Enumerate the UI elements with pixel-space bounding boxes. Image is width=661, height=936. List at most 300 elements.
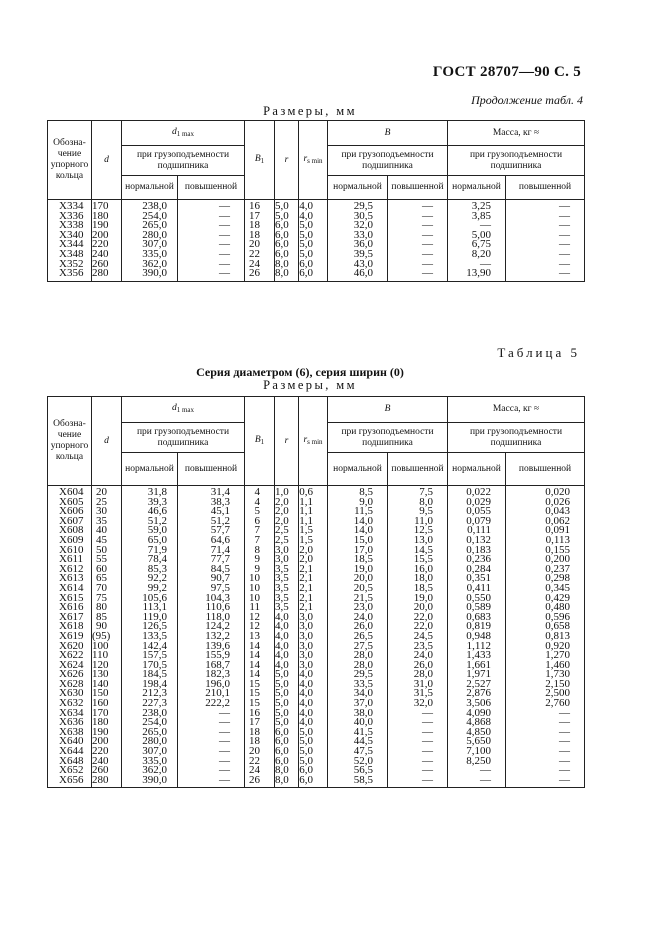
cell-d1-increased: — [178, 757, 245, 767]
cell-b1: 18 [245, 728, 275, 738]
cell-rsmin: 1,1 [299, 507, 328, 517]
cell-b-normal: 18,5 [328, 555, 388, 565]
cell-mass-increased: 1,270 [506, 651, 585, 661]
col-b: B [328, 397, 448, 423]
col-r: r [275, 397, 299, 486]
cell-b1: 20 [245, 747, 275, 757]
table-row [48, 212, 585, 222]
cell-designation: X620 [48, 642, 92, 652]
cell-rsmin: 5,0 [299, 231, 328, 241]
col-d1-load: при грузоподъемности подшипника [122, 423, 245, 453]
cell-b-normal: 28,0 [328, 661, 388, 671]
cell-d1-normal: 227,3 [122, 699, 178, 709]
table-row [48, 260, 585, 270]
cell-d: 190 [92, 221, 122, 231]
table-row [48, 574, 585, 584]
cell-designation: X619 [48, 632, 92, 642]
table-row [48, 613, 585, 623]
table-row [48, 603, 585, 613]
cell-b1: 9 [245, 565, 275, 575]
cell-mass-increased: — [506, 200, 585, 212]
cell-r: 2,5 [275, 536, 299, 546]
cell-designation: X604 [48, 486, 92, 498]
cell-b1: 17 [245, 212, 275, 222]
cell-r: 6,0 [275, 221, 299, 231]
table-row [48, 680, 585, 690]
col-designation: Обозна-чение упорного кольца [48, 121, 92, 200]
cell-b-normal: 15,0 [328, 536, 388, 546]
cell-d1-increased: — [178, 200, 245, 212]
cell-designation: X632 [48, 699, 92, 709]
cell-d1-increased: — [178, 728, 245, 738]
cell-d1-normal: 390,0 [122, 269, 178, 281]
cell-d: 260 [92, 260, 122, 270]
cell-b1: 15 [245, 680, 275, 690]
cell-d: 80 [92, 603, 122, 613]
cell-mass-normal: 1,112 [448, 642, 506, 652]
cell-d: 240 [92, 757, 122, 767]
cell-b-increased: 22,0 [388, 622, 448, 632]
cell-b1: 9 [245, 555, 275, 565]
col-mass: Масса, кг ≈ [448, 121, 585, 146]
col-b1: $B_1$ [245, 397, 275, 486]
col-mass-load: при грузоподъемности подшипника [448, 423, 585, 453]
cell-b1: 4 [245, 486, 275, 498]
cell-r: 2,0 [275, 498, 299, 508]
cell-d1-normal: 280,0 [122, 737, 178, 747]
cell-r: 3,5 [275, 574, 299, 584]
cell-b-normal: 11,5 [328, 507, 388, 517]
cell-d: 170 [92, 709, 122, 719]
cell-b-increased: — [388, 212, 448, 222]
cell-mass-normal: 0,550 [448, 594, 506, 604]
cell-designation: X624 [48, 661, 92, 671]
cell-b-increased: 8,0 [388, 498, 448, 508]
continuation-label: Продолжение табл. 4 [471, 93, 583, 107]
cell-d1-normal: 78,4 [122, 555, 178, 565]
cell-rsmin: 4,0 [299, 699, 328, 709]
cell-designation: X652 [48, 766, 92, 776]
cell-mass-normal: 1,433 [448, 651, 506, 661]
cell-d1-increased: 57,7 [178, 526, 245, 536]
table-row [48, 517, 585, 527]
cell-mass-normal: 3,25 [448, 200, 506, 212]
dimensions-units-label: Размеры, мм [263, 378, 357, 392]
cell-rsmin: 2,0 [299, 546, 328, 556]
table-row [48, 661, 585, 671]
table-row [48, 651, 585, 661]
cell-mass-normal: 4,868 [448, 718, 506, 728]
cell-r: 2,5 [275, 526, 299, 536]
cell-b-increased: — [388, 766, 448, 776]
cell-rsmin: 4,0 [299, 200, 328, 212]
col-normal: нормальной [122, 453, 178, 486]
cell-rsmin: 2,1 [299, 574, 328, 584]
cell-mass-increased: — [506, 757, 585, 767]
cell-d1-normal: 170,5 [122, 661, 178, 671]
cell-mass-normal: 1,661 [448, 661, 506, 671]
cell-b-increased: 18,5 [388, 584, 448, 594]
cell-mass-increased: 0,020 [506, 486, 585, 498]
cell-d1-increased: — [178, 776, 245, 788]
cell-d1-increased: 132,2 [178, 632, 245, 642]
cell-b1: 5 [245, 507, 275, 517]
cell-b-normal: 8,5 [328, 486, 388, 498]
cell-r: 5,0 [275, 699, 299, 709]
cell-designation: X352 [48, 260, 92, 270]
cell-mass-normal: 0,236 [448, 555, 506, 565]
cell-d: 110 [92, 651, 122, 661]
cell-d: 280 [92, 776, 122, 788]
cell-d1-increased: 64,6 [178, 536, 245, 546]
cell-d1-normal: 51,2 [122, 517, 178, 527]
cell-mass-increased: — [506, 212, 585, 222]
cell-mass-normal: 0,183 [448, 546, 506, 556]
cell-r: 5,0 [275, 212, 299, 222]
cell-r: 3,5 [275, 594, 299, 604]
cell-mass-increased: — [506, 737, 585, 747]
cell-mass-increased: — [506, 269, 585, 281]
cell-b-increased: 22,0 [388, 613, 448, 623]
cell-d: 280 [92, 269, 122, 281]
cell-mass-increased: 0,429 [506, 594, 585, 604]
cell-designation: X634 [48, 709, 92, 719]
cell-d1-increased: 110,6 [178, 603, 245, 613]
cell-d1-normal: 46,6 [122, 507, 178, 517]
cell-b-increased: — [388, 757, 448, 767]
cell-designation: X609 [48, 536, 92, 546]
cell-b-increased: 23,5 [388, 642, 448, 652]
cell-mass-increased: 0,298 [506, 574, 585, 584]
table-row [48, 709, 585, 719]
cell-d1-increased: — [178, 709, 245, 719]
cell-d1-normal: 142,4 [122, 642, 178, 652]
cell-rsmin: 3,0 [299, 651, 328, 661]
cell-b-increased: — [388, 240, 448, 250]
cell-d: 55 [92, 555, 122, 565]
cell-d1-normal: 198,4 [122, 680, 178, 690]
cell-b-increased: — [388, 728, 448, 738]
cell-b-increased: 18,0 [388, 574, 448, 584]
cell-d1-increased: — [178, 212, 245, 222]
cell-r: 5,0 [275, 709, 299, 719]
cell-b-increased: 24,0 [388, 651, 448, 661]
cell-r: 6,0 [275, 747, 299, 757]
cell-mass-normal: 0,351 [448, 574, 506, 584]
cell-r: 8,0 [275, 260, 299, 270]
cell-b-increased: — [388, 709, 448, 719]
cell-d1-increased: 222,2 [178, 699, 245, 709]
col-increased: повышенной [178, 176, 245, 200]
cell-b1: 15 [245, 689, 275, 699]
cell-rsmin: 6,0 [299, 260, 328, 270]
cell-rsmin: 1,5 [299, 526, 328, 536]
cell-b-normal: 26,5 [328, 632, 388, 642]
cell-d: 40 [92, 526, 122, 536]
cell-b-normal: 14,0 [328, 517, 388, 527]
cell-d: 200 [92, 737, 122, 747]
cell-b1: 14 [245, 651, 275, 661]
cell-rsmin: 5,0 [299, 737, 328, 747]
cell-mass-increased: — [506, 766, 585, 776]
cell-mass-normal: — [448, 776, 506, 788]
table-row [48, 766, 585, 776]
cell-d: 120 [92, 661, 122, 671]
cell-mass-increased: 0,043 [506, 507, 585, 517]
cell-b-normal: 33,5 [328, 680, 388, 690]
cell-mass-normal: — [448, 221, 506, 231]
cell-mass-normal: 2,527 [448, 680, 506, 690]
cell-rsmin: 1,1 [299, 517, 328, 527]
cell-designation: X344 [48, 240, 92, 250]
col-b-load: при грузоподъемности подшипника [328, 423, 448, 453]
col-normal: нормальной [448, 453, 506, 486]
cell-b-normal: 58,5 [328, 776, 388, 788]
cell-b-normal: 46,0 [328, 269, 388, 281]
cell-b-increased: 16,0 [388, 565, 448, 575]
cell-d1-normal: 335,0 [122, 757, 178, 767]
cell-d: 75 [92, 594, 122, 604]
cell-d1-normal: 133,5 [122, 632, 178, 642]
cell-mass-increased: 0,237 [506, 565, 585, 575]
cell-b-normal: 21,5 [328, 594, 388, 604]
cell-b-normal: 56,5 [328, 766, 388, 776]
cell-mass-increased: 0,480 [506, 603, 585, 613]
cell-designation: X618 [48, 622, 92, 632]
cell-b-normal: 23,0 [328, 603, 388, 613]
cell-rsmin: 6,0 [299, 776, 328, 788]
cell-d1-normal: 85,3 [122, 565, 178, 575]
cell-rsmin: 3,0 [299, 642, 328, 652]
cell-mass-increased: 0,596 [506, 613, 585, 623]
cell-b1: 22 [245, 250, 275, 260]
cell-r: 4,0 [275, 632, 299, 642]
cell-mass-increased: 0,091 [506, 526, 585, 536]
cell-d1-normal: 59,0 [122, 526, 178, 536]
cell-d1-normal: 99,2 [122, 584, 178, 594]
cell-b1: 12 [245, 622, 275, 632]
cell-d1-normal: 238,0 [122, 709, 178, 719]
cell-designation: X616 [48, 603, 92, 613]
cell-b-increased: — [388, 718, 448, 728]
cell-r: 6,0 [275, 757, 299, 767]
cell-mass-normal: 8,20 [448, 250, 506, 260]
cell-rsmin: 5,0 [299, 221, 328, 231]
cell-d1-increased: 38,3 [178, 498, 245, 508]
cell-designation: X334 [48, 200, 92, 212]
cell-d: 60 [92, 565, 122, 575]
cell-d: 130 [92, 670, 122, 680]
table-row [48, 737, 585, 747]
cell-mass-normal: 0,411 [448, 584, 506, 594]
cell-mass-increased: 0,345 [506, 584, 585, 594]
cell-r: 6,0 [275, 240, 299, 250]
cell-b1: 11 [245, 603, 275, 613]
cell-mass-normal: 0,022 [448, 486, 506, 498]
cell-d1-increased: 124,2 [178, 622, 245, 632]
cell-d1-increased: — [178, 260, 245, 270]
cell-r: 3,0 [275, 546, 299, 556]
cell-d1-increased: 118,0 [178, 613, 245, 623]
col-b-load: при грузоподъемности подшипника [328, 146, 448, 176]
table-row [48, 689, 585, 699]
cell-b-normal: 40,0 [328, 718, 388, 728]
cell-d1-normal: 119,0 [122, 613, 178, 623]
cell-d1-increased: 45,1 [178, 507, 245, 517]
col-rsmin: $r_{s min}$ [299, 121, 328, 200]
cell-mass-normal: 1,971 [448, 670, 506, 680]
cell-b1: 26 [245, 776, 275, 788]
cell-mass-increased: — [506, 240, 585, 250]
cell-b-normal: 30,5 [328, 212, 388, 222]
cell-b1: 24 [245, 766, 275, 776]
cell-designation: X615 [48, 594, 92, 604]
cell-d: 170 [92, 200, 122, 212]
cell-d1-normal: 31,8 [122, 486, 178, 498]
cell-b-increased: 7,5 [388, 486, 448, 498]
cell-mass-normal: 0,111 [448, 526, 506, 536]
cell-b-normal: 17,0 [328, 546, 388, 556]
cell-rsmin: 3,0 [299, 661, 328, 671]
cell-d1-increased: 31,4 [178, 486, 245, 498]
table-row [48, 269, 585, 281]
cell-d: 30 [92, 507, 122, 517]
series-title: Серия диаметром (6), серия ширин (0) [196, 365, 404, 379]
table-row [48, 507, 585, 517]
cell-mass-normal: 7,100 [448, 747, 506, 757]
cell-d: 90 [92, 622, 122, 632]
table-row [48, 622, 585, 632]
cell-rsmin: 4,0 [299, 680, 328, 690]
cell-d: 200 [92, 231, 122, 241]
cell-designation: X656 [48, 776, 92, 788]
cell-r: 4,0 [275, 661, 299, 671]
cell-mass-increased: 1,730 [506, 670, 585, 680]
cell-d1-increased: 104,3 [178, 594, 245, 604]
col-d1max: $d_{1 max}$ [122, 121, 245, 146]
cell-designation: X356 [48, 269, 92, 281]
cell-designation: X626 [48, 670, 92, 680]
cell-d1-increased: — [178, 737, 245, 747]
table-row [48, 632, 585, 642]
cell-b-normal: 36,0 [328, 240, 388, 250]
cell-d: 160 [92, 699, 122, 709]
col-r: r [275, 121, 299, 200]
cell-b-normal: 28,0 [328, 651, 388, 661]
cell-b-increased: 19,0 [388, 594, 448, 604]
cell-b-normal: 26,0 [328, 622, 388, 632]
cell-b-increased: 9,5 [388, 507, 448, 517]
cell-b-normal: 52,0 [328, 757, 388, 767]
cell-rsmin: 6,0 [299, 269, 328, 281]
cell-mass-normal: 0,029 [448, 498, 506, 508]
table-row [48, 200, 585, 212]
cell-d1-increased: — [178, 718, 245, 728]
cell-designation: X611 [48, 555, 92, 565]
cell-b1: 20 [245, 240, 275, 250]
cell-designation: X605 [48, 498, 92, 508]
cell-b-normal: 39,5 [328, 250, 388, 260]
cell-mass-increased: — [506, 718, 585, 728]
cell-b1: 7 [245, 536, 275, 546]
cell-mass-normal: 13,90 [448, 269, 506, 281]
cell-r: 6,0 [275, 728, 299, 738]
cell-d1-increased: — [178, 240, 245, 250]
table-row [48, 546, 585, 556]
cell-mass-increased: 0,200 [506, 555, 585, 565]
col-d: d [92, 121, 122, 200]
cell-b-increased: 12,5 [388, 526, 448, 536]
cell-b-normal: 47,5 [328, 747, 388, 757]
table-row [48, 728, 585, 738]
cell-designation: X340 [48, 231, 92, 241]
cell-d1-normal: 335,0 [122, 250, 178, 260]
cell-d: 190 [92, 728, 122, 738]
cell-mass-normal: 4,850 [448, 728, 506, 738]
table-row [48, 486, 585, 498]
col-normal: нормальной [448, 176, 506, 200]
cell-b-increased: 31,5 [388, 689, 448, 699]
cell-mass-increased: 0,658 [506, 622, 585, 632]
cell-d1-increased: — [178, 231, 245, 241]
col-d: d [92, 397, 122, 486]
table-label: Таблица 5 [497, 345, 580, 360]
cell-rsmin: 5,0 [299, 747, 328, 757]
col-b1: $B_1$ [245, 121, 275, 200]
cell-designation: X628 [48, 680, 92, 690]
cell-b-normal: 34,0 [328, 689, 388, 699]
cell-b1: 18 [245, 231, 275, 241]
cell-b-increased: — [388, 231, 448, 241]
cell-r: 6,0 [275, 737, 299, 747]
cell-mass-normal: 6,75 [448, 240, 506, 250]
cell-b-increased: 26,0 [388, 661, 448, 671]
cell-d1-normal: 212,3 [122, 689, 178, 699]
col-increased: повышенной [388, 176, 448, 200]
col-normal: нормальной [122, 176, 178, 200]
cell-designation: X610 [48, 546, 92, 556]
col-d1-load: при грузоподъемности подшипника [122, 146, 245, 176]
cell-r: 3,5 [275, 603, 299, 613]
cell-mass-increased: — [506, 728, 585, 738]
cell-b-normal: 41,5 [328, 728, 388, 738]
cell-d1-normal: 307,0 [122, 747, 178, 757]
cell-mass-normal: 5,650 [448, 737, 506, 747]
cell-b1: 4 [245, 498, 275, 508]
cell-b-increased: 13,0 [388, 536, 448, 546]
table-row [48, 498, 585, 508]
cell-d1-normal: 390,0 [122, 776, 178, 788]
table-row [48, 250, 585, 260]
cell-b-normal: 9,0 [328, 498, 388, 508]
table-row [48, 670, 585, 680]
cell-b1: 8 [245, 546, 275, 556]
col-increased: повышенной [388, 453, 448, 486]
cell-mass-increased: — [506, 776, 585, 788]
cell-mass-normal: 2,876 [448, 689, 506, 699]
cell-r: 3,5 [275, 584, 299, 594]
cell-b1: 12 [245, 613, 275, 623]
col-b: B [328, 121, 448, 146]
cell-b1: 14 [245, 642, 275, 652]
cell-d: 45 [92, 536, 122, 546]
cell-rsmin: 2,1 [299, 594, 328, 604]
cell-mass-normal: 8,250 [448, 757, 506, 767]
col-designation: Обозна-чение упорного кольца [48, 397, 92, 486]
cell-d1-normal: 157,5 [122, 651, 178, 661]
cell-d1-normal: 254,0 [122, 718, 178, 728]
table-row [48, 240, 585, 250]
